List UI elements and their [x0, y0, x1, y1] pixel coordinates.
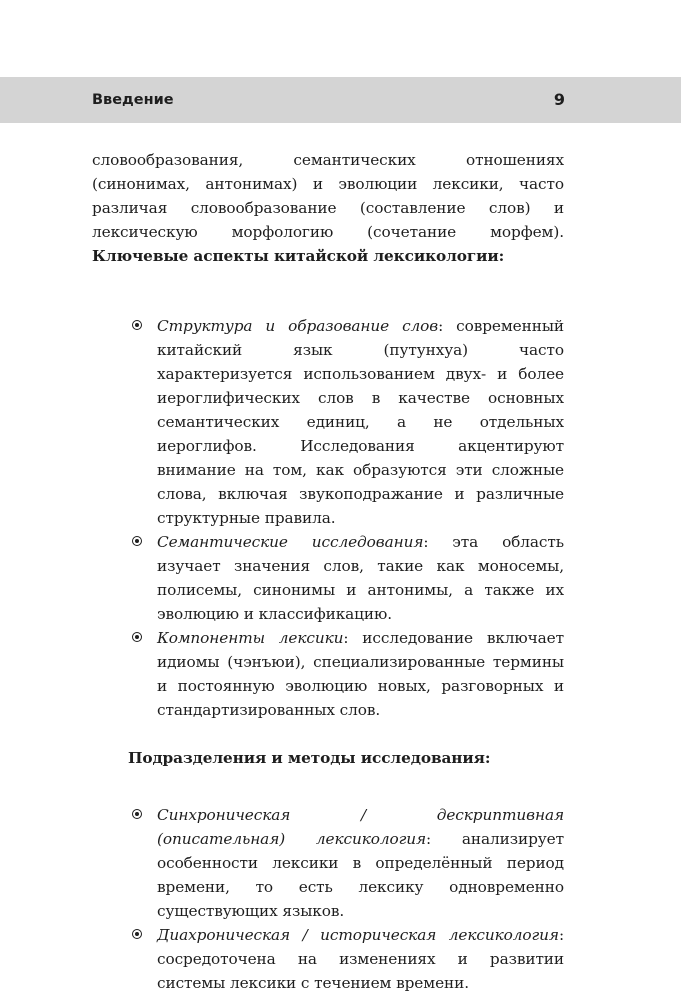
methods-heading: Подразделения и методы исследования: [128, 749, 491, 767]
intro-bold-heading: Ключевые аспекты китайской лексикологии: [92, 247, 505, 265]
intro-paragraph [92, 148, 564, 268]
list-item [92, 530, 564, 626]
page-number: 9 [553, 90, 565, 109]
item-text: : сосредоточена на изменениях и развитии системы лексики с течением времени. [157, 926, 564, 992]
list-item [92, 314, 564, 530]
page-body [92, 148, 564, 995]
item-term: Диахроническая / историческая лексикология [157, 926, 559, 944]
item-text: : эта область изучает значения слов, такие как моносемы, полисемы, синонимы и антонимы, а также их эволюцию и классификацию. [157, 533, 564, 623]
bullet-icon [132, 929, 142, 939]
aspects-list [92, 314, 564, 722]
intro-text: словообразования, семантических отношениях (синонимах, антонимах) и эволюции лексики, часто различая словообразование (составление слов) и лексическую морфологию (сочетание морфем). [92, 151, 564, 241]
list-item [92, 923, 564, 995]
item-text: : исследование включает идиомы (чэнъюи), специализированные термины и постоянную эволюцию новых, разговорных и стандартизированных слов. [157, 629, 564, 719]
methods-list [92, 803, 564, 995]
item-text: : современный китайский язык (путунхуа) часто характеризуется использованием двух- и более иероглифических слов в качестве основных семантических единиц, а не отдельных иероглифов. Исследования акцентируют внимание на том, как образуются эти сложные слова, включая звукоподражание и различные структурные правила. [157, 317, 564, 527]
bullet-icon [132, 809, 142, 819]
bullet-icon [132, 632, 142, 642]
list-item [92, 626, 564, 722]
running-header [0, 77, 681, 123]
item-term: Структура и образование слов [157, 317, 439, 335]
item-term: Синхроническая / дескриптивная (описательная) лексикология [157, 806, 564, 848]
item-text: : анализирует особенности лексики в определённый период времени, то есть лексику одновременно существующих языков. [157, 830, 564, 920]
list-item [92, 803, 564, 923]
bullet-icon [132, 536, 142, 546]
section-title: Введение [92, 92, 174, 108]
bullet-icon [132, 320, 142, 330]
item-term: Компоненты лексики [157, 629, 344, 647]
item-term: Семантические исследования [157, 533, 424, 551]
